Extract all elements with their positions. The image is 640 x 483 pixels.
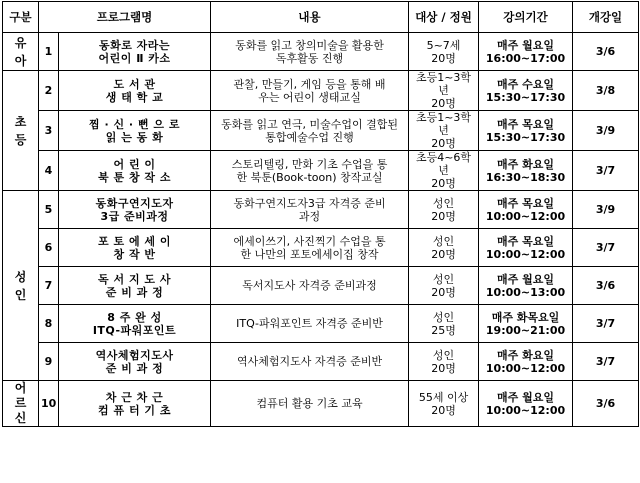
- category-infant: 유 아: [3, 33, 39, 71]
- table-row: [3, 229, 639, 267]
- category-adult: 성 인: [3, 191, 39, 381]
- row-number: 1: [39, 33, 59, 71]
- program-name: 역사체험지도사 준 비 과 정: [59, 343, 211, 381]
- program-target: 성인 20명: [409, 343, 479, 381]
- program-target: 55세 이상 20명: [409, 381, 479, 427]
- program-schedule: 매주 월요일 10:00~12:00: [479, 381, 573, 427]
- program-schedule: 매주 화요일 16:30~18:30: [479, 151, 573, 191]
- table-row: [3, 111, 639, 151]
- program-target: 초등1~3학년 20명: [409, 111, 479, 151]
- program-start: 3/7: [573, 151, 639, 191]
- row-number: 2: [39, 71, 59, 111]
- program-content: 동화를 읽고 연극, 미술수업이 결합된 통합예술수업 진행: [211, 111, 409, 151]
- row-number: 4: [39, 151, 59, 191]
- program-content: 스토리텔링, 만화 기초 수업을 통 한 북툰(Book-toon) 창작교실: [211, 151, 409, 191]
- program-target: 초등1~3학년 20명: [409, 71, 479, 111]
- table-row: [3, 33, 639, 71]
- program-name: 독 서 지 도 사 준 비 과 정: [59, 267, 211, 305]
- program-target: 성인 20명: [409, 191, 479, 229]
- category-senior: 어 르 신: [3, 381, 39, 427]
- row-number: 10: [39, 381, 59, 427]
- program-target: 성인 20명: [409, 267, 479, 305]
- program-schedule: 매주 화목요일 19:00~21:00: [479, 305, 573, 343]
- program-start: 3/9: [573, 111, 639, 151]
- program-start: 3/6: [573, 381, 639, 427]
- header-period: 강의기간: [479, 2, 573, 33]
- program-content: 관찰, 만들기, 게임 등을 통해 배 우는 어린이 생태교실: [211, 71, 409, 111]
- program-schedule: 매주 월요일 10:00~13:00: [479, 267, 573, 305]
- program-schedule: 매주 수요일 15:30~17:30: [479, 71, 573, 111]
- row-number: 3: [39, 111, 59, 151]
- program-content: 동화를 읽고 창의미술을 활용한 독후활동 진행: [211, 33, 409, 71]
- program-content: 독서지도사 자격증 준비과정: [211, 267, 409, 305]
- header-content: 내용: [211, 2, 409, 33]
- program-name: 차 근 차 근 컴 퓨 터 기 초: [59, 381, 211, 427]
- program-content: ITQ-파워포인트 자격증 준비반: [211, 305, 409, 343]
- program-start: 3/9: [573, 191, 639, 229]
- program-start: 3/7: [573, 305, 639, 343]
- program-start: 3/7: [573, 343, 639, 381]
- category-elementary: 초 등: [3, 71, 39, 191]
- program-schedule: 매주 목요일 15:30~17:30: [479, 111, 573, 151]
- program-schedule: 매주 화요일 10:00~12:00: [479, 343, 573, 381]
- program-name: 동화로 자라는 어린이 Ⅱ 카소: [59, 33, 211, 71]
- row-number: 5: [39, 191, 59, 229]
- program-schedule: 매주 월요일 16:00~17:00: [479, 33, 573, 71]
- row-number: 9: [39, 343, 59, 381]
- program-start: 3/7: [573, 229, 639, 267]
- row-number: 7: [39, 267, 59, 305]
- program-name: 8 주 완 성 ITQ-파워포인트: [59, 305, 211, 343]
- header-row: [3, 2, 639, 33]
- table-row: [3, 267, 639, 305]
- header-program: 프로그램명: [39, 2, 211, 33]
- header-target: 대상 / 정원: [409, 2, 479, 33]
- program-target: 성인 25명: [409, 305, 479, 343]
- program-target: 5~7세 20명: [409, 33, 479, 71]
- table-row: [3, 191, 639, 229]
- program-schedule-table: [2, 1, 639, 427]
- program-content: 역사체험지도사 자격증 준비반: [211, 343, 409, 381]
- table-row: [3, 305, 639, 343]
- program-name: 찜 · 신 · 뻔 으 로 읽 는 동 화: [59, 111, 211, 151]
- table-row: [3, 71, 639, 111]
- program-schedule: 매주 목요일 10:00~12:00: [479, 229, 573, 267]
- table-row: [3, 343, 639, 381]
- header-category: 구분: [3, 2, 39, 33]
- program-start: 3/8: [573, 71, 639, 111]
- row-number: 8: [39, 305, 59, 343]
- program-name: 어 린 이 북 툰 창 작 소: [59, 151, 211, 191]
- program-start: 3/6: [573, 267, 639, 305]
- program-name: 동화구연지도자 3급 준비과정: [59, 191, 211, 229]
- program-schedule: 매주 목요일 10:00~12:00: [479, 191, 573, 229]
- table-row: [3, 151, 639, 191]
- program-content: 에세이쓰기, 사진찍기 수업을 통 한 나만의 포토에세이집 창작: [211, 229, 409, 267]
- table-row: [3, 381, 639, 427]
- program-name: 도 서 관 생 태 학 교: [59, 71, 211, 111]
- program-target: 초등4~6학년 20명: [409, 151, 479, 191]
- program-name: 포 토 에 세 이 창 작 반: [59, 229, 211, 267]
- program-start: 3/6: [573, 33, 639, 71]
- row-number: 6: [39, 229, 59, 267]
- program-target: 성인 20명: [409, 229, 479, 267]
- program-content: 동화구연지도자3급 자격증 준비 과정: [211, 191, 409, 229]
- program-content: 컴퓨터 활용 기초 교육: [211, 381, 409, 427]
- header-start: 개강일: [573, 2, 639, 33]
